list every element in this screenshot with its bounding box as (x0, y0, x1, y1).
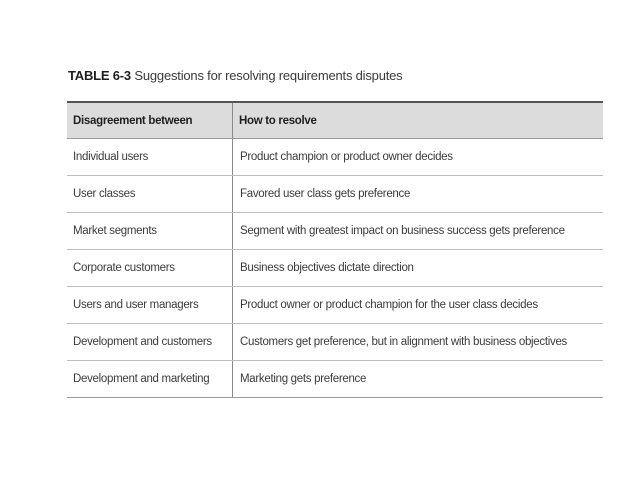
disagreement-cell: Individual users (67, 139, 233, 176)
table-header-row (67, 102, 603, 139)
table-caption (68, 68, 402, 83)
resolution-cell: Product owner or product champion for the user class decides (233, 287, 604, 324)
table-row (67, 361, 603, 398)
disagreement-cell: Market segments (67, 213, 233, 250)
resolution-cell: Segment with greatest impact on business success gets preference (233, 213, 604, 250)
column-header-resolution: How to resolve (233, 102, 604, 139)
disputes-table (67, 101, 603, 398)
table-row (67, 324, 603, 361)
disagreement-cell: Users and user managers (67, 287, 233, 324)
table-title: Suggestions for resolving requirements disputes (134, 68, 403, 83)
table-number: TABLE 6-3 (68, 68, 131, 83)
table-row (67, 139, 603, 176)
disagreement-cell: Development and marketing (67, 361, 233, 398)
column-header-disagreement: Disagreement between (67, 102, 233, 139)
disagreement-cell: Development and customers (67, 324, 233, 361)
resolution-cell: Marketing gets preference (233, 361, 604, 398)
table-row (67, 176, 603, 213)
disagreement-cell: User classes (67, 176, 233, 213)
table-row (67, 287, 603, 324)
resolution-cell: Product champion or product owner decides (233, 139, 604, 176)
resolution-cell: Business objectives dictate direction (233, 250, 604, 287)
resolution-cell: Favored user class gets preference (233, 176, 604, 213)
table-row (67, 213, 603, 250)
resolution-cell: Customers get preference, but in alignment with business objectives (233, 324, 604, 361)
disagreement-cell: Corporate customers (67, 250, 233, 287)
table-row (67, 250, 603, 287)
